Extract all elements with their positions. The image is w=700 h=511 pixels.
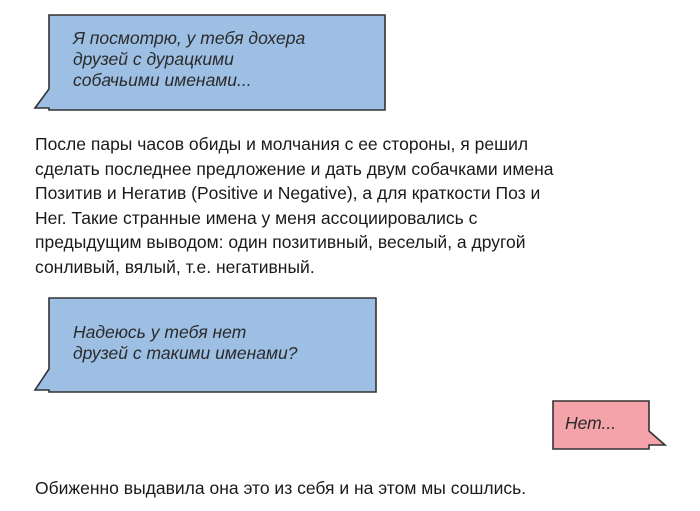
narration-paragraph-2: Обиженно выдавила она это из себя и на этом мы сошлись.: [35, 478, 527, 498]
speech-bubble-2: [30, 295, 390, 395]
speech-bubble-1: [30, 12, 390, 112]
speech-bubble-3: [550, 398, 670, 453]
speech-bubble-2-text: Надеюсь у тебя нет друзей с такими именами?: [73, 322, 298, 363]
speech-bubble-1-text: Я посмотрю, у тебя дохера друзей с дурацкими собачьими именами...: [73, 28, 306, 90]
narration-paragraph-1: После пары часов обиды и молчания с ее стороны, я решил сделать последнее предложение и дать двум собачками имена Позитив и Негатив (Positive и Negative), а для краткости Поз и Нег. Такие странные имена у меня ассоциировались с предыдущим выводом: один позитивный, веселый, а другой сонливый, вялый, т.е. негативный.: [35, 134, 554, 277]
speech-bubble-3-text: Нет...: [565, 413, 617, 433]
